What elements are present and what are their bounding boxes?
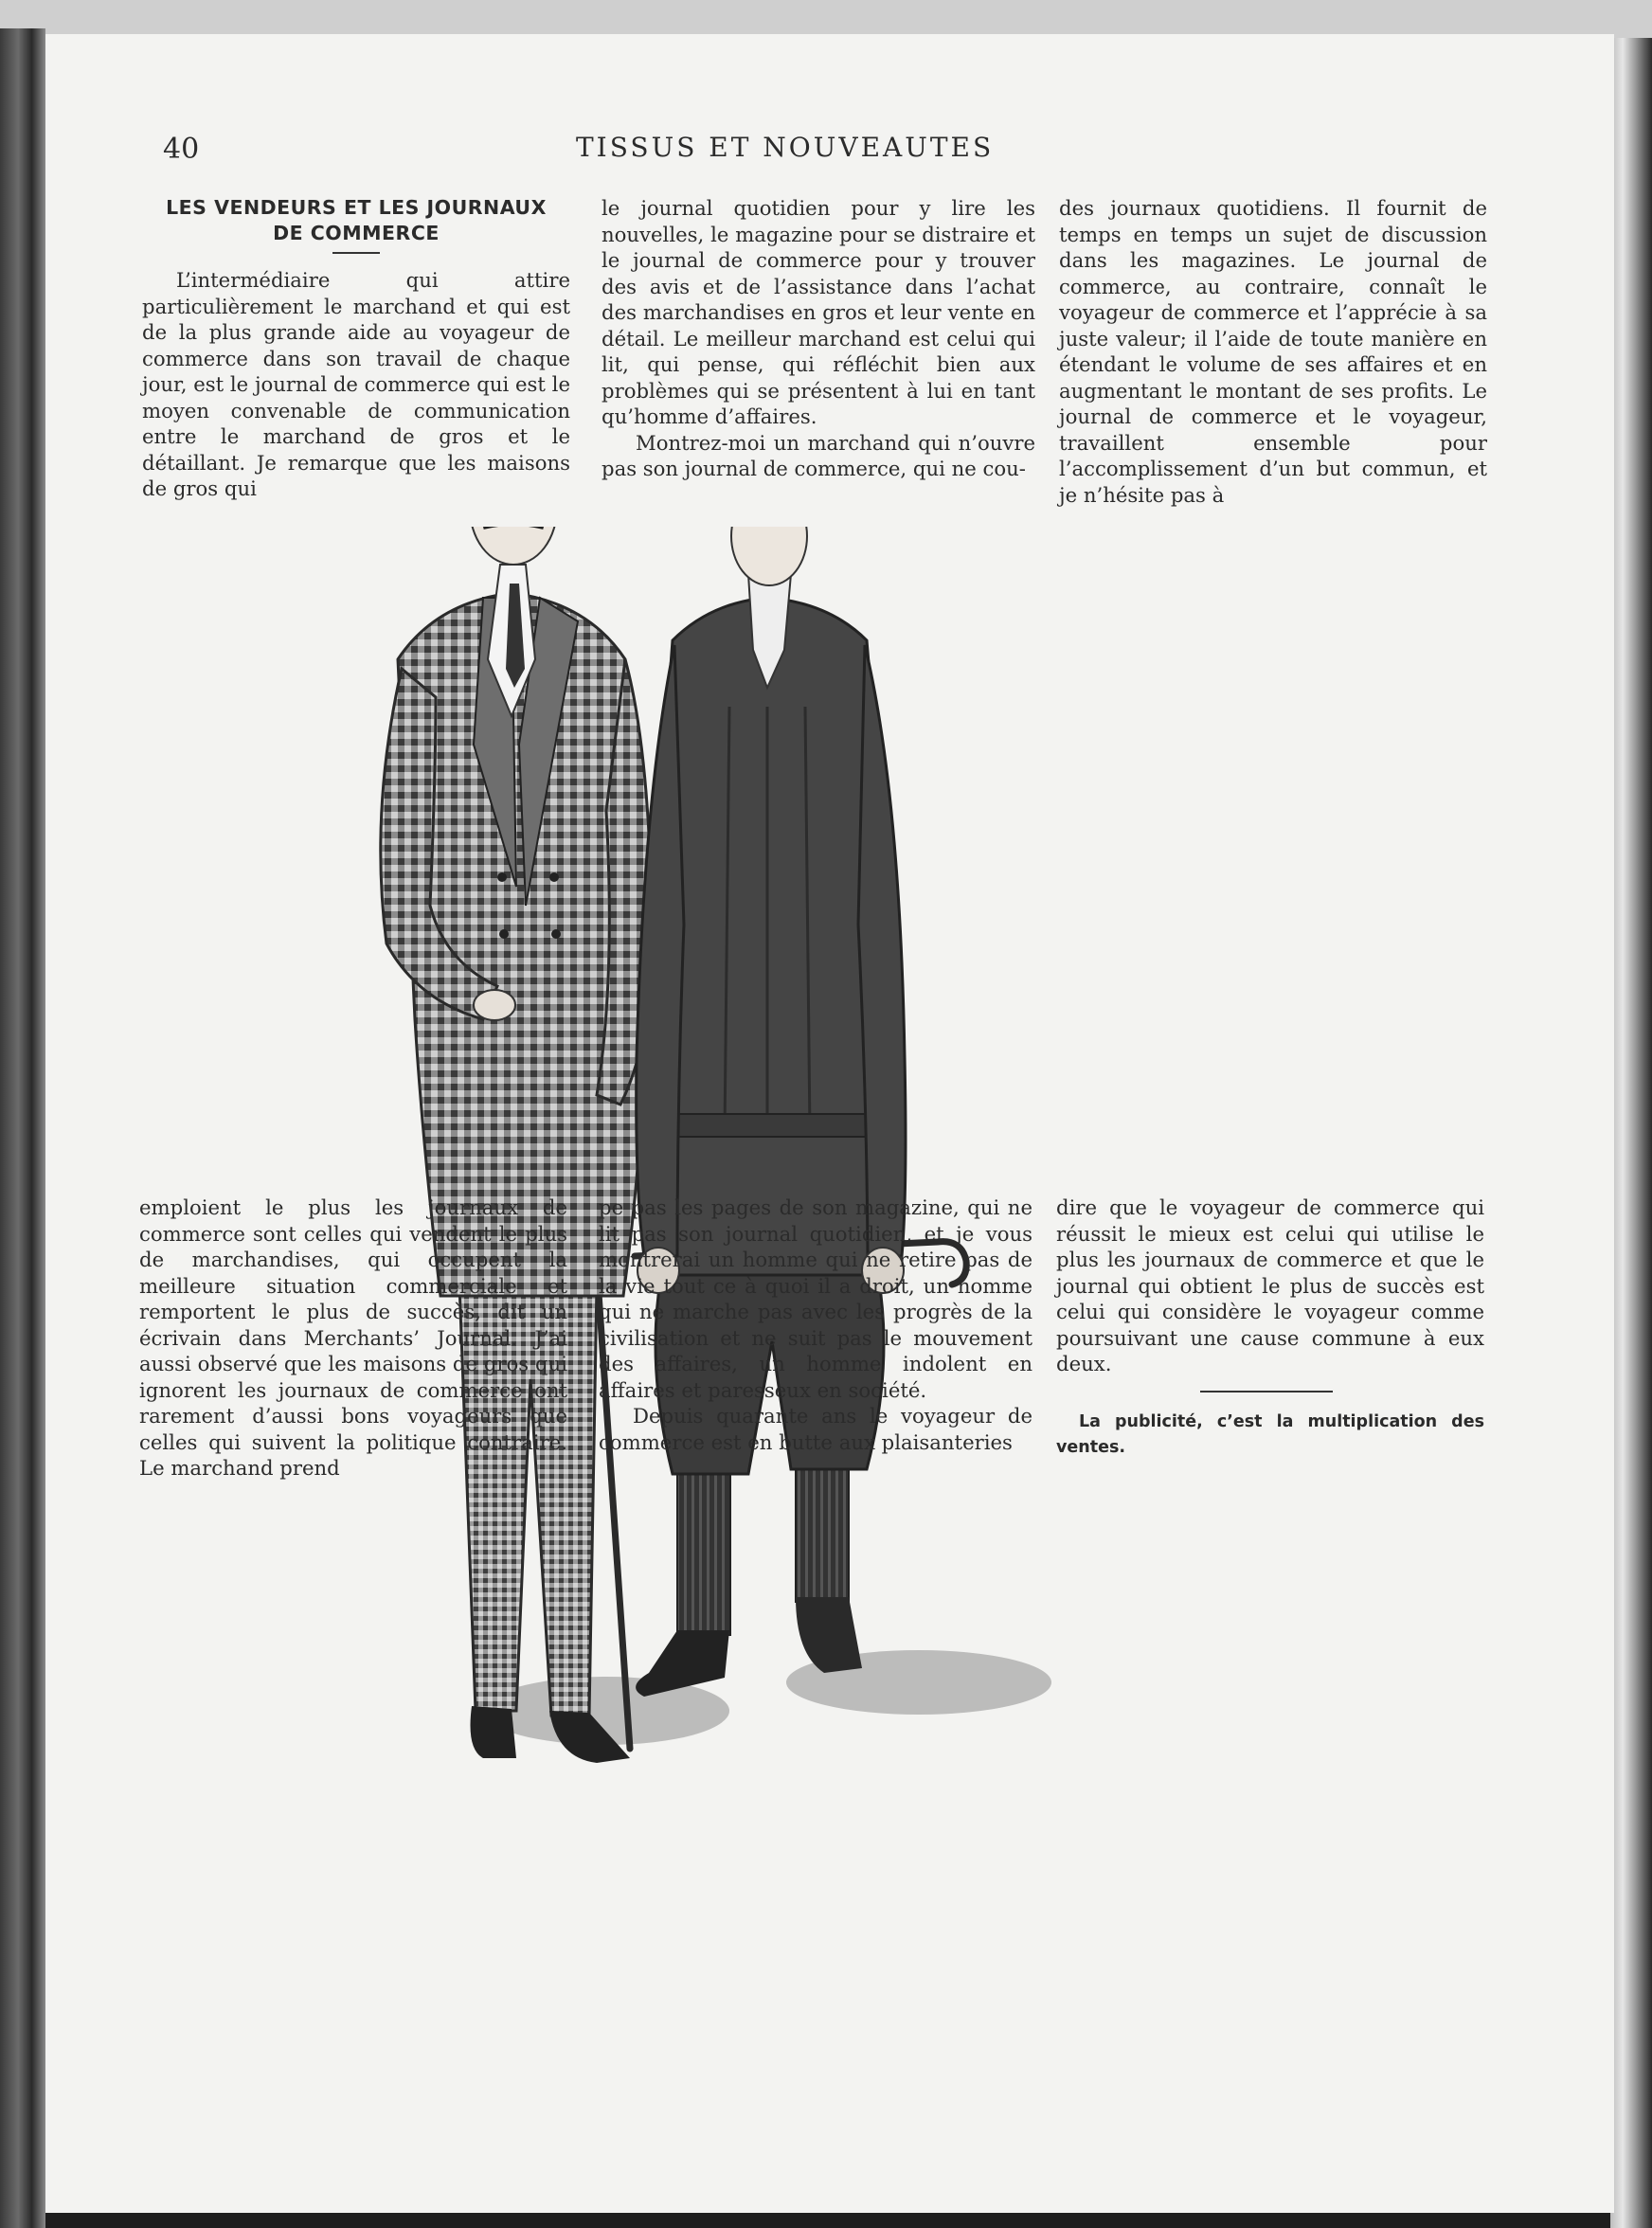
paragraph: Montrez-moi un marchand qui n’ouvre pas son journal de commerce, qui ne cou-	[602, 430, 1035, 480]
paragraph: le journal quotidien pour y lire les nouvelles, le magazine pour se distraire et le journal de commerce pour y trouver des avis et de l’assistance dans l’achat des marchandises en gros et leur vente en détail. Le meilleur marchand est celui qui lit, qui pense, qui réfléchit bien aux problèmes qui se présentent à lui en tant qu’homme d’affaires.	[602, 196, 1035, 428]
page-edge-right	[1610, 38, 1652, 2228]
paragraph: dire que le voyageur de commerce qui réussit le mieux est celui qui utilise le plus les journaux de commerce et que le journal qui obtient le plus de succès est celui qui considère le voyageur comme poursuivant une cause commune à eux deux.	[1056, 1195, 1484, 1375]
column-1-bottom	[139, 1195, 567, 1482]
section-rule	[1200, 1391, 1333, 1392]
paragraph: des journaux quotidiens. Il fournit de temps en temps un sujet de discussion dans les magazines. Le journal de commerce, au contraire, connaît le voyageur de commerce et l’apprécie à sa juste valeur; il l’aide de toute manière en étendant le volume de ses affaires et en augmentant le montant de ses profits. Le journal de commerce et le voyageur, travaillent ensemble pour l’accomplissement d’un but commun, et je n’hésite pas à	[1059, 196, 1487, 507]
paragraph: Depuis quarante ans le voyageur de commerce est en butte aux plaisanteries	[599, 1404, 1032, 1454]
column-1-top	[142, 195, 570, 502]
title-rule	[332, 252, 380, 254]
article-title-line-2: DE COMMERCE	[273, 222, 440, 244]
fashion-illustration	[199, 527, 1392, 1787]
paragraph: emploient le plus les journaux de commerce sont celles qui vendent le plus de marchandises, qui occupent la meilleure situation commerciale et remportent le plus de succès, dit un écrivain dans Merchants’ Journal. J’ai aussi observé que les maisons de gros qui ignorent les journaux de commerce ont rarement d’aussi bons voyageurs que celles qui suivent la politique contraire. Le marchand prend	[139, 1195, 567, 1480]
column-3-top	[1059, 195, 1487, 508]
column-2-bottom	[599, 1195, 1032, 1455]
paragraph: pe pas les pages de son magazine, qui ne lit pas son journal quotidien, et je vous montrerai un homme qui ne retire pas de la vie tout ce à quoi il a droit, un homme qui ne marche pas avec les progrès de la civilisation et ne suit pas le mouvement des affaires, un homme indolent en affaires et paresseux en société.	[599, 1195, 1032, 1402]
paragraph: L’intermédiaire qui attire particulièrement le marchand et qui est de la plus grande aide au voyageur de commerce dans son travail de chaque jour, est le journal de commerce qui est le moyen convenable de communication entre le marchand de gros et le détaillant. Je remarque que les maisons de gros qui	[142, 268, 570, 500]
running-head: TISSUS ET NOUVEAUTES	[576, 132, 995, 163]
column-3-bottom	[1056, 1195, 1484, 1461]
figure-man-norfolk-jacket	[635, 527, 1051, 1715]
slogan: La publicité, c’est la multiplication des ventes.	[1056, 1411, 1484, 1457]
book-binding	[0, 28, 45, 2228]
article-title	[142, 195, 570, 246]
scan-top-edge	[0, 0, 1652, 38]
column-2-top	[602, 195, 1035, 482]
article-title-line-1: LES VENDEURS ET LES JOURNAUX	[166, 196, 547, 219]
page-number: 40	[163, 133, 200, 166]
magazine-page	[45, 34, 1614, 2213]
